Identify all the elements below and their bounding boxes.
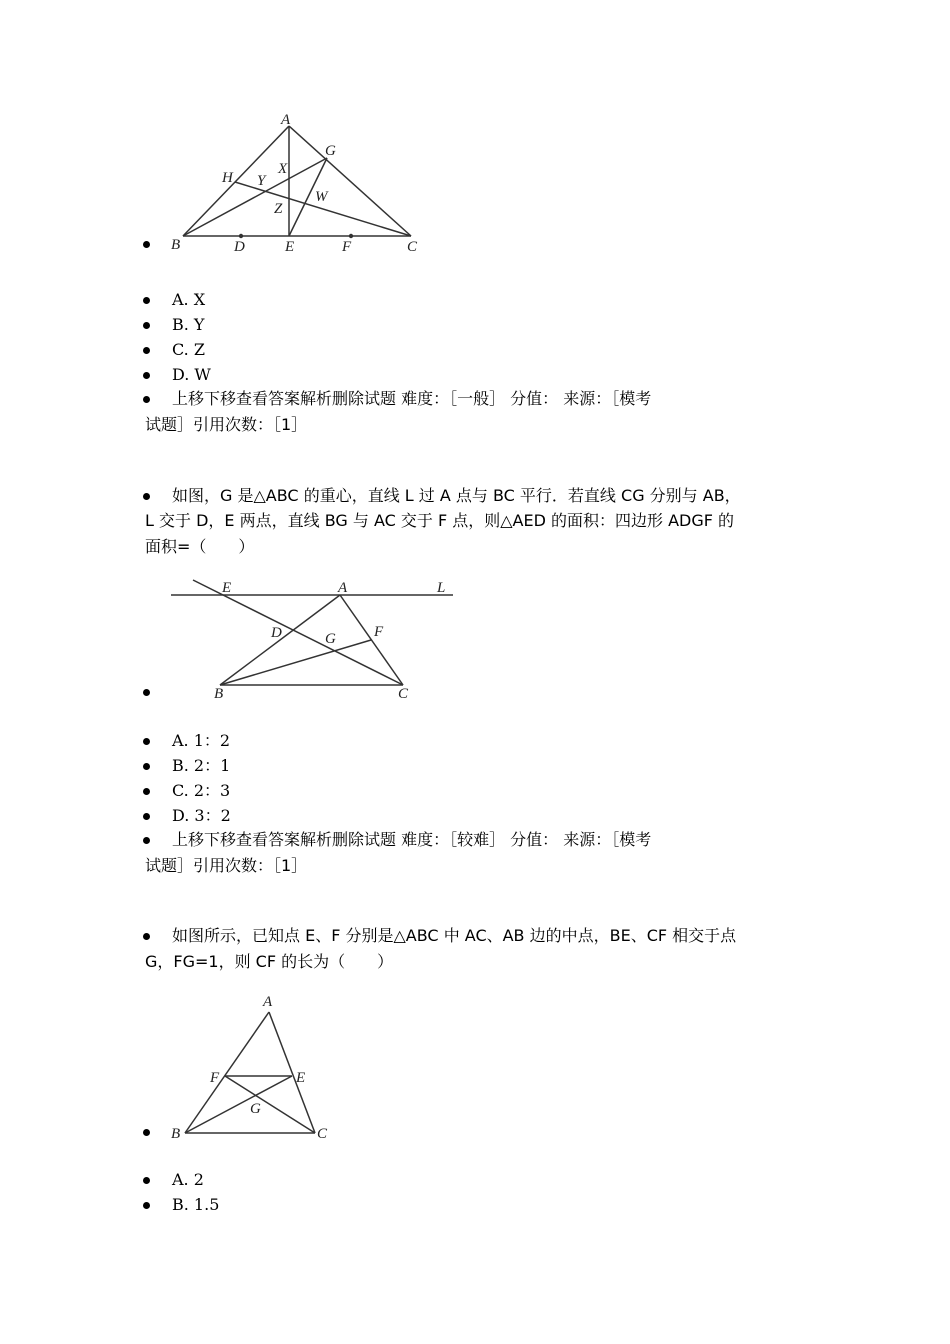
q1-meta-line1[interactable]: 上移下移查看答案解析删除试题 难度：［一般］ 分值： 来源：［模考 [172, 389, 652, 408]
label-g: G [325, 143, 336, 159]
q2-stem-line2: L 交于 D，E 两点，直线 BG 与 AC 交于 F 点，则△AED 的面积：四边形 ADGF 的 [145, 511, 735, 530]
option-bullet [143, 738, 150, 745]
label-b: B [214, 686, 224, 702]
q2-option-d[interactable]: D. 3：2 [172, 806, 231, 825]
q1-option-c[interactable]: C. Z [172, 340, 205, 359]
label-l: L [437, 580, 446, 596]
label-y: Y [257, 173, 266, 189]
meta-bullet [143, 396, 150, 403]
label-e: E [222, 580, 232, 596]
label-c: C [407, 239, 418, 255]
q1-figure [165, 110, 435, 260]
option-bullet [143, 322, 150, 329]
stem-bullet [143, 933, 150, 940]
q2-meta-line2: 试题］引用次数：［1］ [145, 856, 308, 875]
q1-option-d[interactable]: D. W [172, 365, 211, 384]
label-e: E [296, 1070, 306, 1086]
q3-figure [165, 990, 345, 1145]
q2-option-b[interactable]: B. 2：1 [172, 756, 231, 775]
meta-bullet [143, 837, 150, 844]
label-e: E [285, 239, 295, 255]
option-bullet [143, 1177, 150, 1184]
q1-meta-line2: 试题］引用次数：［1］ [145, 415, 308, 434]
label-d: D [271, 625, 282, 641]
q3-option-a[interactable]: A. 2 [172, 1170, 204, 1189]
edge-ab [183, 126, 289, 236]
q3-option-b[interactable]: B. 1.5 [172, 1195, 220, 1214]
label-c: C [398, 686, 409, 702]
option-bullet [143, 788, 150, 795]
label-g: G [325, 631, 336, 647]
label-c: C [317, 1126, 328, 1142]
figure-bullet [143, 1129, 150, 1136]
label-a: A [263, 994, 273, 1010]
label-x: X [278, 161, 288, 177]
option-bullet [143, 297, 150, 304]
segment-bg [183, 158, 327, 236]
q2-option-c[interactable]: C. 2：3 [172, 781, 231, 800]
option-bullet [143, 347, 150, 354]
q3-stem-line2: G，FG=1，则 CF 的长为（ ） [145, 952, 394, 971]
label-h: H [222, 170, 233, 186]
q1-option-b[interactable]: B. Y [172, 315, 205, 334]
point-f [349, 234, 353, 238]
label-a: A [281, 112, 291, 128]
q2-option-a[interactable]: A. 1：2 [172, 731, 231, 750]
q2-figure [165, 574, 465, 704]
q3-stem-line1: 如图所示，已知点 E、F 分别是△ABC 中 AC、AB 边的中点，BE、CF 相交于点 [172, 926, 737, 945]
edge-ac [289, 126, 411, 236]
figure-bullet [143, 689, 150, 696]
q2-stem-line3: 面积=（ ） [145, 537, 255, 556]
label-d: D [234, 239, 245, 255]
label-b: B [171, 237, 181, 253]
option-bullet [143, 813, 150, 820]
label-a: A [338, 580, 348, 596]
option-bullet [143, 763, 150, 770]
label-f: F [210, 1070, 220, 1086]
point-d [239, 234, 243, 238]
label-f: F [374, 624, 384, 640]
label-w: W [315, 189, 328, 205]
figure-bullet [143, 241, 150, 248]
edge-ac [269, 1012, 315, 1133]
label-g: G [250, 1101, 261, 1117]
label-f: F [342, 239, 352, 255]
q1-option-a[interactable]: A. X [172, 290, 206, 309]
q2-meta-line1[interactable]: 上移下移查看答案解析删除试题 难度：［较难］ 分值： 来源：［模考 [172, 830, 652, 849]
label-b: B [171, 1126, 181, 1142]
stem-bullet [143, 493, 150, 500]
edge-ac [340, 595, 403, 685]
option-bullet [143, 1202, 150, 1209]
q2-stem-line1: 如图，G 是△ABC 的重心，直线 L 过 A 点与 BC 平行．若直线 CG 分别与 AB， [172, 486, 741, 505]
segment-bf [220, 640, 371, 685]
option-bullet [143, 372, 150, 379]
label-z: Z [274, 201, 283, 217]
